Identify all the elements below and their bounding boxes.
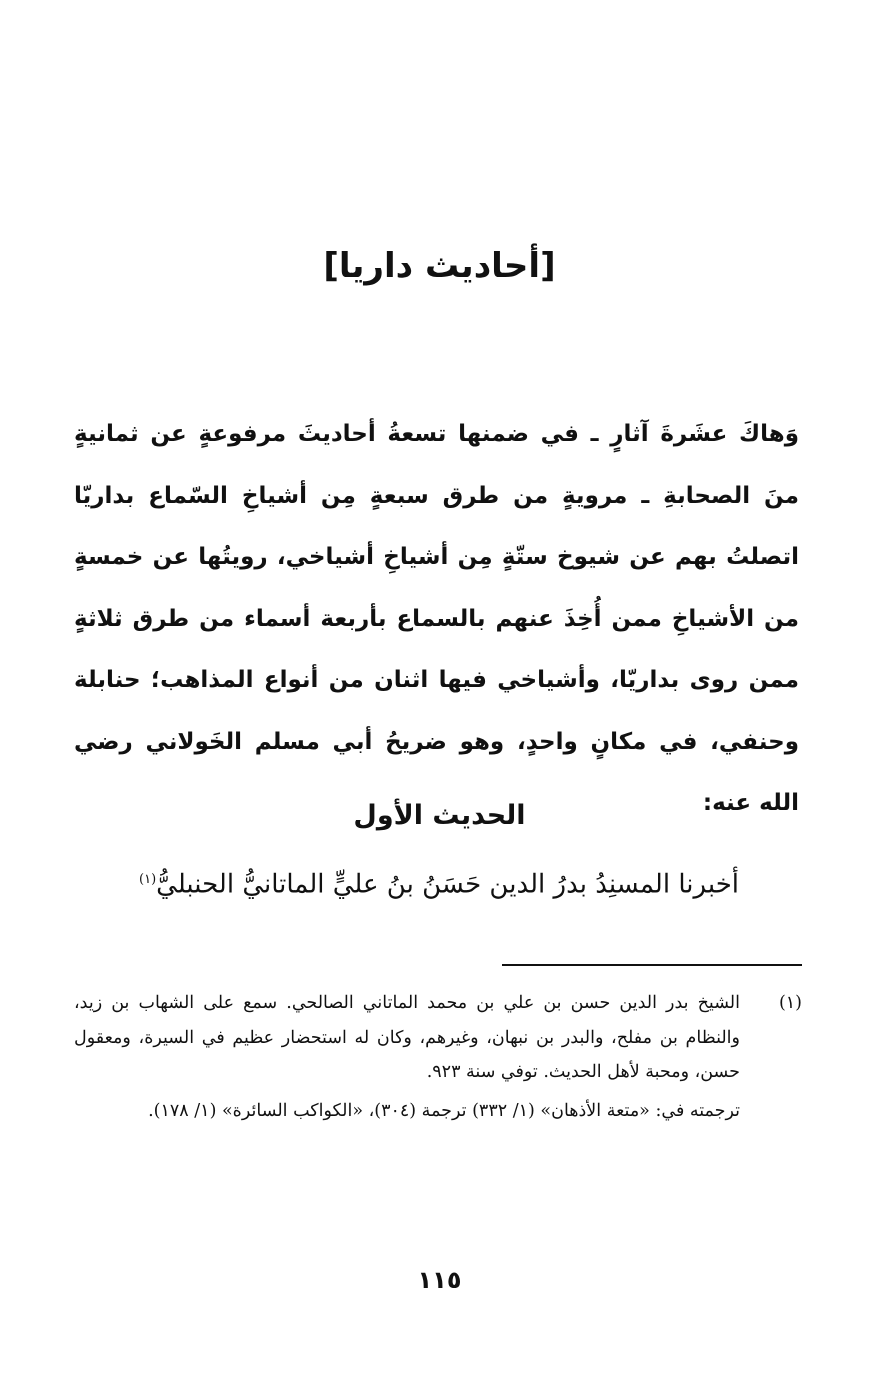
footnotes-section: [74, 986, 802, 1128]
intro-paragraph-block: [74, 404, 799, 835]
hadith-text: أخبرنا المسنِدُ بدرُ الدين حَسَنُ بنُ عليٍّ الماتانيُّ الحنبليُّ: [156, 869, 739, 900]
footnote-number: (١): [778, 993, 802, 1013]
footnote-body: [74, 986, 740, 1128]
footnote-text: الشيخ بدر الدين حسن بن علي بن محمد الماتاني الصالحي. سمع على الشهاب بن زيد، والنظام بن مفلح، والبدر بن نبهان، وغيرهم، وكان له استحضار عظيم في السيرة، ومعقول حسن، ومحبة لأهل الحديث. توفي سنة ٩٢٣.: [74, 993, 740, 1082]
intro-paragraph: وَهاكَ عشَرةَ آثارٍ ـ في ضمنها تسعةُ أحاديثَ مرفوعةٍ عن ثمانيةٍ منَ الصحابةِ ـ مرويةٍ من طرق سبعةٍ مِن أشياخِ السّماع بداريّا اتصلتُ بهم عن شيوخ ستّةٍ مِن أشياخِ أشياخي، رويتُها عن خمسةٍ من الأشياخِ ممن أُخِذَ عنهم بالسماع بأربعة أسماء من طرق ثلاثةٍ ممن روى بداريّا، وأشياخي فيها اثنان من أنواع المذاهب؛ حنابلة وحنفي، في مكانٍ واحدٍ، وهو ضريحُ أبي مسلم الخَولاني رضي الله عنه:: [74, 421, 799, 816]
section-heading: الحديث الأول: [353, 800, 526, 831]
footnote-translation-reference: ترجمته في: «متعة الأذهان» (١/ ٣٣٢) ترجمة (٣٠٤)، «الكواكب السائرة» (١/ ١٧٨).: [148, 1100, 740, 1121]
page-number: ١١٥: [417, 1266, 462, 1294]
footnote-marker: (١): [139, 872, 157, 887]
hadith-paragraph: [74, 852, 739, 913]
footnote-divider: [502, 964, 802, 966]
chapter-title: [أحاديث داريا]: [323, 246, 556, 286]
footnote-item: [74, 986, 802, 1128]
